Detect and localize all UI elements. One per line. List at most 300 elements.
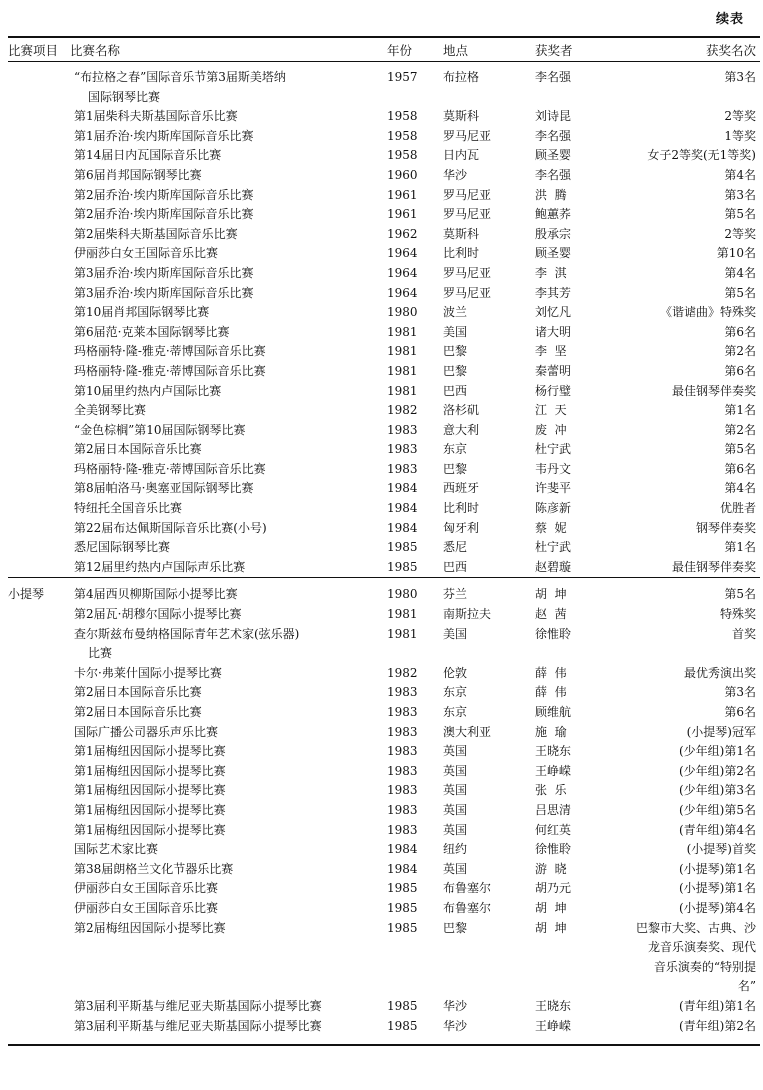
competition-name-cell	[70, 821, 387, 841]
winner-cell: 殷承宗	[535, 226, 572, 241]
competition-name-cell	[70, 578, 387, 605]
year-cell: 1964	[387, 265, 418, 280]
table-row	[8, 762, 760, 782]
category-cell	[8, 146, 70, 166]
table-row	[8, 440, 760, 460]
winner-cell: 鲍蕙荞	[535, 207, 572, 222]
category-cell	[8, 264, 70, 284]
place-cell: 华沙	[443, 998, 468, 1013]
year-cell: 1983	[387, 744, 418, 759]
competition-name-cell	[70, 703, 387, 723]
category-cell	[8, 342, 70, 362]
year-cell: 1983	[387, 461, 418, 476]
result-cell: 最佳钢琴伴奏奖	[671, 383, 756, 398]
competition-name: 第2届柴科夫斯基国际音乐比赛	[74, 226, 238, 241]
year-cell: 1980	[387, 578, 443, 605]
category-cell	[8, 303, 70, 323]
year-cell: 1985	[387, 1017, 443, 1046]
place-cell: 布鲁塞尔	[443, 900, 492, 915]
table-row	[8, 62, 760, 108]
place-cell: 匈牙利	[443, 520, 480, 535]
year-cell: 1981	[387, 344, 418, 359]
header-category: 比赛项目	[8, 37, 70, 62]
competition-name-continued: 比赛	[88, 646, 113, 661]
result-cell: 第6名	[724, 324, 756, 339]
table-row	[8, 186, 760, 206]
winner-cell: 王晓东	[535, 744, 572, 759]
competition-name: 第1届梅纽因国际小提琴比赛	[74, 783, 226, 798]
year-cell: 1985	[387, 540, 418, 555]
place-cell: 巴黎	[443, 920, 468, 935]
winner-cell: 薛 伟	[535, 685, 567, 700]
competition-name: 伊丽莎白女王国际音乐比赛	[74, 246, 219, 261]
place-cell: 东京	[443, 442, 468, 457]
table-row	[8, 107, 760, 127]
result-cell: 第2名	[724, 344, 756, 359]
year-cell: 1985	[387, 900, 418, 915]
competition-name-cell	[70, 225, 387, 245]
place-cell: 华沙	[443, 1017, 535, 1046]
competition-name: 第3届乔治·埃内斯库国际音乐比赛	[74, 265, 254, 280]
place-cell: 波兰	[443, 305, 468, 320]
place-cell: 纽约	[443, 842, 468, 857]
place-cell: 罗马尼亚	[443, 187, 492, 202]
table-row	[8, 997, 760, 1017]
winner-cell: 秦蕾明	[535, 363, 572, 378]
competition-name: 第1届乔治·埃内斯库国际音乐比赛	[74, 128, 254, 143]
competition-name-cell	[70, 723, 387, 743]
winner-cell: 王峥嵘	[535, 1017, 615, 1046]
table-row	[8, 479, 760, 499]
winner-cell: 顾圣婴	[535, 148, 572, 163]
place-cell: 英国	[443, 822, 468, 837]
category-cell	[8, 244, 70, 264]
table-row	[8, 244, 760, 264]
result-cell: 第3名	[724, 685, 756, 700]
result-cell: 第5名	[615, 578, 760, 605]
place-cell: 巴黎	[443, 344, 468, 359]
competition-name: 第10届里约热内卢国际比赛	[74, 383, 222, 398]
category-cell	[8, 762, 70, 782]
place-cell: 巴西	[443, 383, 468, 398]
result-cell: (少年组)第2名	[679, 763, 756, 778]
place-cell: 澳大利亚	[443, 724, 492, 739]
competition-name: “布拉格之春”国际音乐节第3届斯美塔纳	[74, 70, 286, 84]
winner-cell: 赵 茜	[535, 607, 567, 622]
table-row	[8, 625, 760, 664]
competition-name: 第6届肖邦国际钢琴比赛	[74, 167, 202, 182]
place-cell: 罗马尼亚	[443, 128, 492, 143]
result-cell: 钢琴伴奏奖	[695, 520, 756, 535]
competition-name: 玛格丽特·隆-雅克·蒂博国际音乐比赛	[74, 344, 266, 359]
year-cell: 1981	[387, 324, 418, 339]
place-cell: 芬兰	[443, 578, 535, 605]
category-cell	[8, 919, 70, 997]
competition-name-cell	[70, 62, 387, 108]
category-cell	[8, 440, 70, 460]
table-header-row	[8, 37, 760, 62]
winner-cell: 何红英	[535, 822, 572, 837]
year-cell: 1984	[387, 501, 418, 516]
result-cell: 特殊奖	[719, 607, 756, 622]
year-cell: 1961	[387, 207, 418, 222]
competition-name: 第38届朗格兰文化节器乐比赛	[74, 861, 234, 876]
competition-name-cell	[70, 107, 387, 127]
competition-name-cell	[70, 664, 387, 684]
category-cell	[8, 997, 70, 1017]
competition-name-cell	[70, 519, 387, 539]
winner-cell: 顾维航	[535, 705, 572, 719]
category-cell	[8, 186, 70, 206]
year-cell: 1983	[387, 685, 418, 700]
place-cell: 悉尼	[443, 540, 468, 555]
table-row	[8, 558, 760, 578]
competition-name-cell	[70, 264, 387, 284]
continued-label: 续表	[715, 12, 744, 27]
place-cell: 布拉格	[443, 70, 480, 84]
place-cell: 美国	[443, 626, 468, 641]
place-cell: 巴西	[443, 559, 468, 574]
year-cell: 1983	[387, 763, 418, 778]
winner-cell: 江 天	[535, 403, 567, 418]
competition-name-cell	[70, 166, 387, 186]
competition-name-cell	[70, 284, 387, 304]
place-cell: 华沙	[443, 167, 468, 182]
winner-cell: 诸大明	[535, 324, 572, 339]
table-row	[8, 264, 760, 284]
table-row	[8, 578, 760, 605]
result-cell: 最佳钢琴伴奏奖	[671, 559, 756, 574]
category-cell	[8, 62, 70, 108]
competition-name-cell	[70, 801, 387, 821]
result-cell: (青年组)第2名	[615, 1017, 760, 1046]
year-cell: 1983	[387, 422, 418, 437]
competition-name: 卡尔·弗莱什国际小提琴比赛	[74, 665, 222, 680]
category-cell	[8, 499, 70, 519]
competition-name-cell	[70, 323, 387, 343]
result-cell: 第4名	[724, 167, 756, 182]
competition-name: 第2届乔治·埃内斯库国际音乐比赛	[74, 187, 254, 202]
competition-name: 伊丽莎白女王国际音乐比赛	[74, 900, 219, 915]
result-cell: (少年组)第1名	[679, 744, 756, 759]
competition-name: 第4届西贝柳斯国际小提琴比赛	[74, 587, 238, 602]
competition-name-cell	[70, 440, 387, 460]
competition-name: 第12届里约热内卢国际声乐比赛	[74, 559, 246, 574]
category-cell	[8, 479, 70, 499]
result-cell: 第6名	[724, 363, 756, 378]
winner-cell: 刘忆凡	[535, 305, 572, 320]
category-cell	[8, 840, 70, 860]
competition-name-cell	[70, 860, 387, 880]
category-cell	[8, 703, 70, 723]
table-row	[8, 166, 760, 186]
place-cell: 巴黎	[443, 461, 468, 476]
year-cell: 1960	[387, 167, 418, 182]
winner-cell: 许斐平	[535, 481, 572, 496]
awards-table	[8, 36, 760, 1046]
place-cell: 西班牙	[443, 481, 480, 496]
competition-name-cell	[70, 558, 387, 578]
competition-name-continued: 国际钢琴比赛	[88, 89, 161, 104]
competition-name-cell	[70, 401, 387, 421]
competition-name: 查尔斯兹布曼纳格国际青年艺术家(弦乐器)	[74, 626, 300, 641]
competition-name: 第1届梅纽因国际小提琴比赛	[74, 763, 226, 778]
place-cell: 东京	[443, 705, 468, 719]
table-row	[8, 840, 760, 860]
competition-name-cell	[70, 781, 387, 801]
table-row	[8, 538, 760, 558]
year-cell: 1984	[387, 842, 418, 857]
place-cell: 罗马尼亚	[443, 265, 492, 280]
year-cell: 1964	[387, 285, 418, 300]
place-cell: 南斯拉夫	[443, 607, 492, 622]
year-cell: 1958	[387, 148, 418, 163]
winner-cell: 李名强	[535, 167, 572, 182]
competition-name-cell	[70, 460, 387, 480]
category-cell	[8, 860, 70, 880]
winner-cell: 废 冲	[535, 422, 567, 437]
table-row	[8, 382, 760, 402]
competition-name: 第2届梅纽因国际小提琴比赛	[74, 920, 226, 935]
table-row	[8, 146, 760, 166]
year-cell: 1981	[387, 626, 418, 641]
result-cell: (青年组)第4名	[679, 822, 756, 837]
header-name: 比赛名称	[70, 37, 387, 62]
year-cell: 1982	[387, 403, 418, 418]
competition-name: 第10届肖邦国际钢琴比赛	[74, 305, 210, 320]
place-cell: 英国	[443, 744, 468, 759]
category-cell	[8, 519, 70, 539]
result-cell: 《谐谑曲》特殊奖	[659, 305, 756, 320]
table-row	[8, 421, 760, 441]
winner-cell: 王峥嵘	[535, 763, 572, 778]
winner-cell: 顾圣婴	[535, 246, 572, 261]
table-row	[8, 781, 760, 801]
competition-name-cell	[70, 997, 387, 1017]
competition-name: 第2届日本国际音乐比赛	[74, 442, 202, 457]
competition-name: 第2届日本国际音乐比赛	[74, 705, 202, 719]
place-cell: 巴黎	[443, 363, 468, 378]
competition-name: 第1届梅纽因国际小提琴比赛	[74, 744, 226, 759]
competition-name-cell	[70, 879, 387, 899]
year-cell: 1985	[387, 920, 418, 935]
year-cell: 1980	[387, 305, 418, 320]
year-cell: 1985	[387, 559, 418, 574]
table-row	[8, 303, 760, 323]
table-row	[8, 879, 760, 899]
winner-cell: 胡乃元	[535, 881, 572, 896]
table-row	[8, 499, 760, 519]
category-cell	[8, 107, 70, 127]
category-cell	[8, 421, 70, 441]
place-cell: 英国	[443, 861, 468, 876]
result-cell: 第10名	[716, 246, 756, 261]
table-row	[8, 664, 760, 684]
table-row	[8, 225, 760, 245]
year-cell: 1984	[387, 481, 418, 496]
competition-name-cell	[70, 303, 387, 323]
place-cell: 比利时	[443, 246, 480, 261]
result-cell: 第5名	[724, 207, 756, 222]
table-row	[8, 899, 760, 919]
year-cell: 1983	[387, 783, 418, 798]
table-row	[8, 723, 760, 743]
category-cell	[8, 284, 70, 304]
result-cell: 1等奖	[724, 128, 756, 143]
winner-cell: 李其芳	[535, 285, 572, 300]
year-cell: 1981	[387, 607, 418, 622]
competition-name: 第2届瓦·胡穆尔国际小提琴比赛	[74, 607, 242, 622]
winner-cell: 陈彦新	[535, 501, 572, 516]
winner-cell: 蔡 妮	[535, 520, 567, 535]
competition-name: 伊丽莎白女王国际音乐比赛	[74, 881, 219, 896]
competition-name: 第2届日本国际音乐比赛	[74, 685, 202, 700]
place-cell: 英国	[443, 802, 468, 817]
result-cell: 最优秀演出奖	[683, 665, 756, 680]
competition-name: 第3届利平斯基与维尼亚夫斯基国际小提琴比赛	[74, 998, 322, 1013]
year-cell: 1961	[387, 187, 418, 202]
place-cell: 比利时	[443, 501, 480, 516]
competition-name: 第22届布达佩斯国际音乐比赛(小号)	[74, 520, 267, 535]
winner-cell: 王晓东	[535, 998, 572, 1013]
competition-name-cell	[70, 342, 387, 362]
competition-name: 悉尼国际钢琴比赛	[74, 540, 171, 555]
winner-cell: 杨行璧	[535, 383, 572, 398]
competition-name: 玛格丽特·隆-雅克·蒂博国际音乐比赛	[74, 363, 266, 378]
year-cell: 1984	[387, 861, 418, 876]
category-cell	[8, 821, 70, 841]
competition-name-cell	[70, 421, 387, 441]
category-cell	[8, 166, 70, 186]
year-cell: 1964	[387, 246, 418, 261]
category-cell	[8, 683, 70, 703]
competition-name: 全美钢琴比赛	[74, 403, 147, 418]
result-cell: (小提琴)第1名	[679, 861, 756, 876]
category-cell	[8, 401, 70, 421]
year-cell: 1981	[387, 363, 418, 378]
place-cell: 日内瓦	[443, 148, 480, 163]
year-cell: 1958	[387, 128, 418, 143]
table-row	[8, 703, 760, 723]
header-result: 获奖名次	[615, 37, 760, 62]
competition-name-cell	[70, 362, 387, 382]
category-cell	[8, 605, 70, 625]
place-cell: 美国	[443, 324, 468, 339]
competition-name-cell	[70, 205, 387, 225]
result-cell: 2等奖	[724, 109, 756, 124]
competition-name: 第1届梅纽因国际小提琴比赛	[74, 802, 226, 817]
competition-name-cell	[70, 899, 387, 919]
result-cell: 第3名	[724, 70, 756, 84]
result-cell: (小提琴)冠军	[686, 724, 756, 739]
place-cell: 英国	[443, 763, 468, 778]
winner-cell: 李名强	[535, 128, 572, 143]
table-row	[8, 919, 760, 997]
result-cell: 第1名	[724, 403, 756, 418]
result-cell: (少年组)第3名	[679, 783, 756, 798]
category-cell	[8, 323, 70, 343]
category-cell	[8, 205, 70, 225]
competition-name-cell	[70, 742, 387, 762]
category-cell	[8, 225, 70, 245]
result-cell: (小提琴)第1名	[679, 881, 756, 896]
place-cell: 伦敦	[443, 665, 468, 680]
category-cell	[8, 1017, 70, 1046]
table-row	[8, 801, 760, 821]
year-cell: 1982	[387, 665, 418, 680]
header-year: 年份	[387, 37, 443, 62]
category-cell	[8, 723, 70, 743]
category-cell	[8, 625, 70, 664]
result-cell: 第2名	[724, 422, 756, 437]
category-cell	[8, 382, 70, 402]
table-row	[8, 742, 760, 762]
winner-cell: 游 晓	[535, 861, 567, 876]
category-cell	[8, 664, 70, 684]
place-cell: 东京	[443, 685, 468, 700]
year-cell: 1983	[387, 724, 418, 739]
category-cell	[8, 801, 70, 821]
competition-name: 第3届利平斯基与维尼亚夫斯基国际小提琴比赛	[74, 1018, 322, 1033]
result-cell: 第4名	[724, 265, 756, 280]
competition-name: 第14届日内瓦国际音乐比赛	[74, 148, 222, 163]
category-cell	[8, 879, 70, 899]
year-cell: 1985	[387, 998, 418, 1013]
category-cell	[8, 742, 70, 762]
category-cell	[8, 362, 70, 382]
competition-name-cell	[70, 919, 387, 997]
table-row	[8, 362, 760, 382]
year-cell: 1984	[387, 520, 418, 535]
category-cell	[8, 781, 70, 801]
competition-name: 国际广播公司器乐声乐比赛	[74, 724, 219, 739]
table-row	[8, 821, 760, 841]
result-cell: (小提琴)第4名	[679, 900, 756, 915]
category-cell	[8, 558, 70, 578]
winner-cell: 施 瑜	[535, 724, 567, 739]
year-cell: 1985	[387, 881, 418, 896]
winner-cell: 徐惟聆	[535, 626, 572, 641]
competition-name-cell	[70, 1017, 387, 1046]
result-cell: 第6名	[724, 461, 756, 476]
table-row	[8, 860, 760, 880]
competition-name: 国际艺术家比赛	[74, 842, 159, 857]
competition-name-cell	[70, 479, 387, 499]
winner-cell: 胡 坤	[535, 578, 615, 605]
competition-name-cell	[70, 683, 387, 703]
winner-cell: 吕思清	[535, 802, 572, 817]
winner-cell: 徐惟聆	[535, 842, 572, 857]
competition-name-cell	[70, 146, 387, 166]
category-cell	[8, 460, 70, 480]
year-cell: 1983	[387, 442, 418, 457]
result-cell: (小提琴)首奖	[686, 842, 756, 857]
category-cell	[8, 899, 70, 919]
competition-name-cell	[70, 538, 387, 558]
result-cell: 第5名	[724, 285, 756, 300]
year-cell: 1962	[387, 226, 418, 241]
table-row	[8, 460, 760, 480]
competition-name-cell	[70, 244, 387, 264]
winner-cell: 杜宁武	[535, 442, 572, 457]
winner-cell: 赵碧璇	[535, 559, 572, 574]
table-row	[8, 519, 760, 539]
result-cell: 第1名	[724, 540, 756, 555]
year-cell: 1983	[387, 822, 418, 837]
table-row	[8, 683, 760, 703]
winner-cell: 李名强	[535, 70, 572, 84]
table-row	[8, 605, 760, 625]
